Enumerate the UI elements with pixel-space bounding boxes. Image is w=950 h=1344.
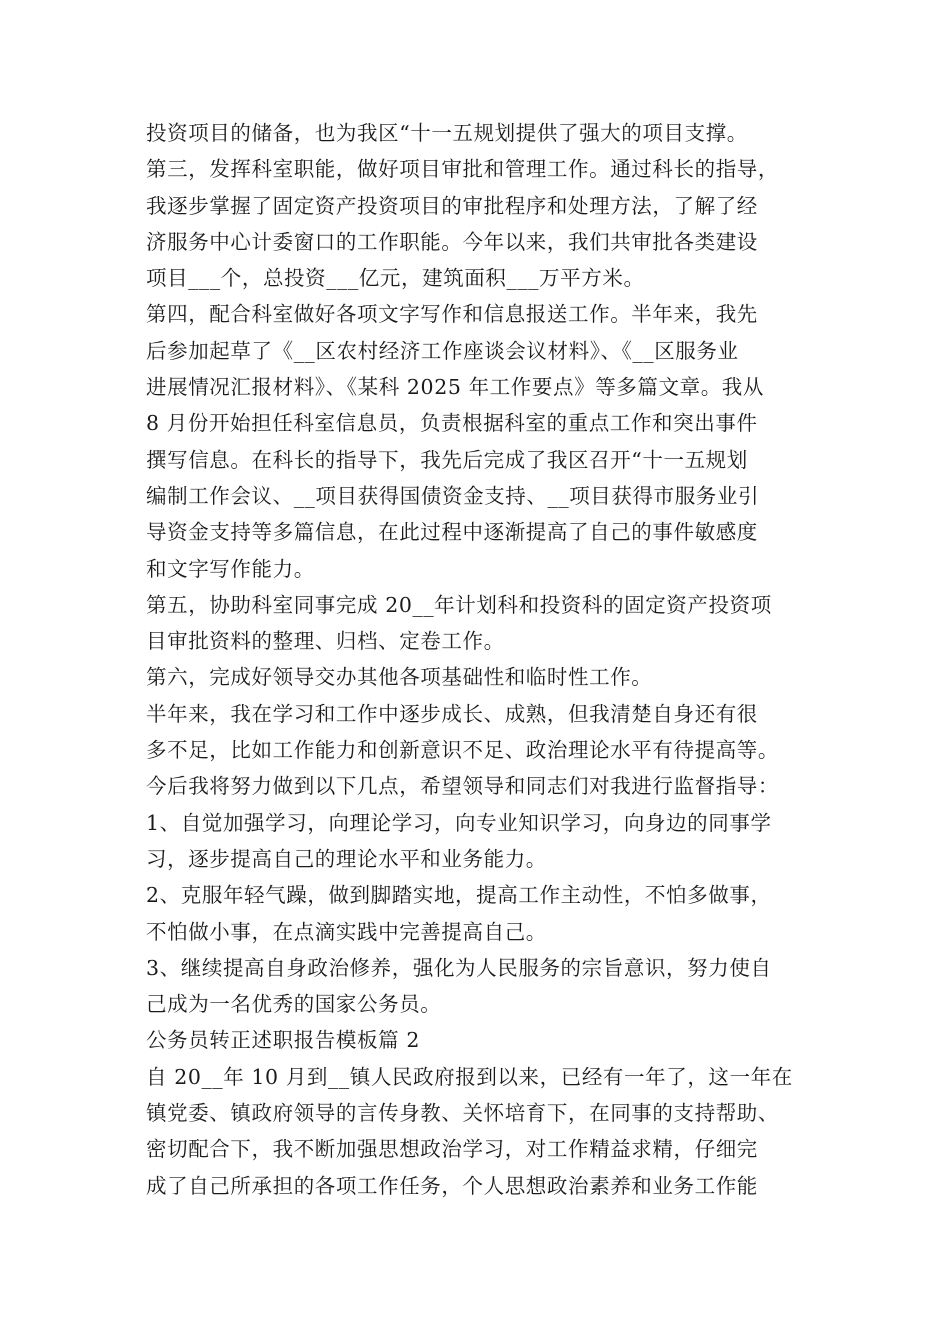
text-line: 多不足，比如工作能力和创新意识不足、政治理论水平有待提高等。 [146,738,779,763]
text-line: 我逐步掌握了固定资产投资项目的审批程序和处理方法，了解了经 [146,193,758,218]
text-line: 3、继续提高自身政治修养，强化为人民服务的宗旨意识，努力使自 [146,955,772,980]
text-line: 不怕做小事，在点滴实践中完善提高自己。 [146,919,547,944]
text-line: 和文字写作能力。 [146,556,315,581]
text-line: 密切配合下，我不断加强思想政治学习，对工作精益求精，仔细完 [146,1137,758,1162]
text-line: 镇党委、镇政府领导的言传身教、关怀培育下，在同事的支持帮助、 [146,1101,779,1126]
text-line: 进展情况汇报材料》、《某科 2025 年工作要点》等多篇文章。我从 [146,375,765,400]
text-line: 2、克服年轻气躁，做到脚踏实地，提高工作主动性，不怕多做事， [146,883,772,908]
text-line: 撰写信息。在科长的指导下，我先后完成了我区召开“十一五规划 [146,447,748,472]
text-line: 第四，配合科室做好各项文字写作和信息报送工作。半年来，我先 [146,302,758,327]
text-line: 投资项目的储备，也为我区“十一五规划提供了强大的项目支撑。 [146,121,748,145]
text-line: 1、自觉加强学习，向理论学习，向专业知识学习，向身边的同事学 [146,810,772,835]
text-line: 半年来，我在学习和工作中逐步成长、成熟，但我清楚自身还有很 [146,701,758,726]
text-line: 8 月份开始担任科室信息员，负责根据科室的重点工作和突出事件 [146,411,758,436]
text-line: 今后我将努力做到以下几点，希望领导和同志们对我进行监督指导： [146,774,779,799]
text-line: 导资金支持等多篇信息，在此过程中逐渐提高了自己的事件敏感度 [146,520,758,545]
text-line: 己成为一名优秀的国家公务员。 [146,992,442,1017]
text-line: 后参加起草了《__区农村经济工作座谈会议材料》、《__区服务业 [146,338,739,363]
text-line: 自 20__年 10 月到__镇人民政府报到以来，已经有一年了，这一年在 [146,1064,793,1089]
text-line: 目审批资料的整理、归档、定卷工作。 [146,629,505,654]
text-line: 第五，协助科室同事完成 20__年计划科和投资科的固定资产投资项 [146,592,772,617]
text-line: 济服务中心计委窗口的工作职能。今年以来，我们共审批各类建设 [146,229,758,254]
text-line: 习，逐步提高自己的理论水平和业务能力。 [146,846,547,871]
text-line: 编制工作会议、__项目获得国债资金支持、__项目获得市服务业引 [146,483,760,508]
text-line: 第三，发挥科室职能，做好项目审批和管理工作。通过科长的指导， [146,157,779,182]
section-heading: 公务员转正述职报告模板篇 2 [146,1028,420,1053]
text-line: 项目___个，总投资___亿元，建筑面积___万平方米。 [146,266,645,291]
document-body [146,115,826,1204]
text-line: 第六，完成好领导交办其他各项基础性和临时性工作。 [146,665,653,690]
text-line: 成了自己所承担的各项工作任务，个人思想政治素养和业务工作能 [146,1173,758,1198]
